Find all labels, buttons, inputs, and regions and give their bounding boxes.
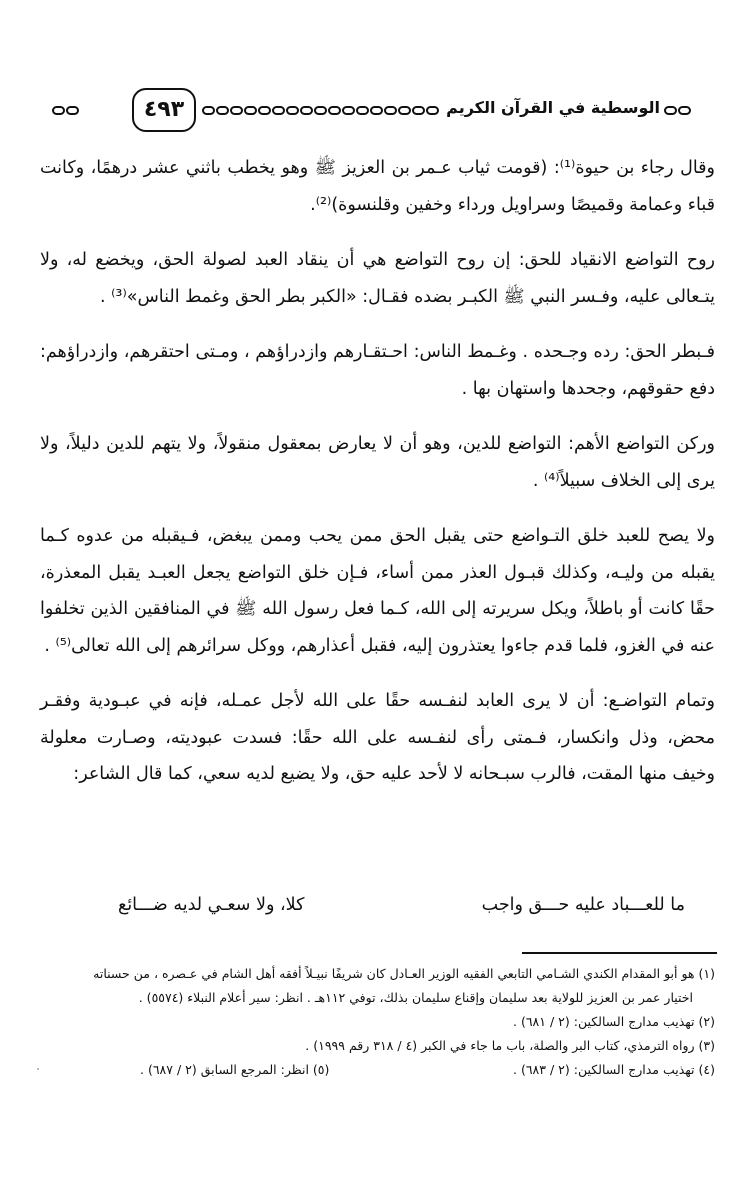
- header-ornament-left: [52, 106, 80, 118]
- footnote-separator: [522, 952, 717, 954]
- header-ornament-middle: [202, 106, 440, 118]
- poetry-verse: [40, 895, 715, 931]
- footnotes: [40, 962, 715, 1082]
- footnote-1: (١) هو أبو المقدام الكندي الشـامي التابعي الفقيه الوزير العـادل كان شريفًا نبيـلاً أفقه أهل الشام في عـصره ، من حسناته: [93, 966, 715, 981]
- paragraph-raja-quote: وقال رجاء بن حيوة⁽¹⁾: (قومت ثياب عـمر بن العزيز ﷺ وهو يخطب باثني عشر درهمًا، وكانت قباء وعمامة وقميصًا وسراويل ورداء وخفين وقلنسوة)⁽²⁾.: [40, 158, 715, 215]
- footnote-4: (٤) تهذيب مدارج السالكين: (٢ / ٦٨٣) .: [513, 1062, 715, 1077]
- page-number: ٤٩٣: [132, 88, 196, 132]
- page-header: [52, 88, 707, 136]
- footnote-3: (٣) رواه الترمذي، كتاب البر والصلة، باب ما جاء في الكبر (٤ / ٣١٨ رقم ١٩٩٩) .: [305, 1038, 715, 1053]
- verse-second-hemistich: كلا، ولا سعـي لديه ضـــائع: [118, 895, 305, 915]
- paragraph-pillar-of-humility: وركن التواضع الأهم: التواضع للدين، وهو أن لا يعارض بمعقول منقولاً، ولا يتهم للدين دليلاً، ولا يرى إلى الخلاف سبيلاً⁽⁴⁾ .: [40, 434, 715, 491]
- paragraph-spirit-of-humility: روح التواضع الانقياد للحق: إن روح التواضع هي أن ينقاد العبد لصولة الحق، ويخضع له، ولا يتـعالى عليه، وفـسر النبي ﷺ الكبـر بضده فقـال: «الكبر بطر الحق وغمط الناس»⁽³⁾ .: [40, 250, 715, 307]
- header-ornament-right: [664, 106, 692, 118]
- paragraph-accepting-truth: ولا يصح للعبد خلق التـواضع حتى يقبل الحق ممن يحب وممن يبغض، فـيقبله من عدوه كـما يقبله من وليـه، وكذلك قبـول العذر ممن أساء، فـإن خلق التواضع يجعل العبـد يقبل المعذرة، حقًا كانت أو باطلاً، ويكل سريرته إلى الله، كـما فعل رسول الله ﷺ في المنافقين الذين تخلفوا عنه في الغزو، فلما قدم جاءوا يعتذرون إليه، فقبل أعذارهم، ووكل سرائرهم إلى الله تعالى⁽⁵⁾ .: [40, 526, 715, 656]
- paragraph-completion-of-humility: وتمام التواضـع: أن لا يرى العابد لنفـسه حقًا على الله لأجل عمـله، فإنه في عبـودية وفقـر محض، وذل وانكسار، فـمتى رأى لنفـسه على الله حقًا: فسدت عبوديته، وصـارت معلولة وخيف منها المقت، فالرب سبـحانه لا لأحد عليه حق، ولا يضيع لديه سعي، كما قال الشاعر:: [40, 691, 715, 784]
- paragraph-definition: فـبطر الحق: رده وجـحده . وغـمط الناس: احـتقـارهم وازدراؤهم ، ومـتى احتقرهم، وازدراؤهم: دفع حقوقهم، وجحدها واستهان بها .: [40, 342, 715, 399]
- scan-speck: [37, 1068, 39, 1070]
- running-title: الوسطية في القرآن الكريم: [446, 98, 660, 117]
- footnote-1-continued: اختيار عمر بن العزيز للولاية بعد سليمان وإقناع سليمان بذلك، توفي ١١٢هـ . انظر: سير أعلام النبلاء (٥٥٧٤) .: [138, 990, 693, 1005]
- footnote-2: (٢) تهذيب مدارج السالكين: (٢ / ٦٨١) .: [513, 1014, 715, 1029]
- footnote-5: (٥) انظر: المرجع السابق (٢ / ٦٨٧) .: [140, 1062, 330, 1077]
- verse-first-hemistich: ما للعـــباد عليه حـــق واجب: [481, 895, 685, 915]
- footnote-row-4-5: [40, 1058, 715, 1082]
- body-text: [40, 150, 715, 799]
